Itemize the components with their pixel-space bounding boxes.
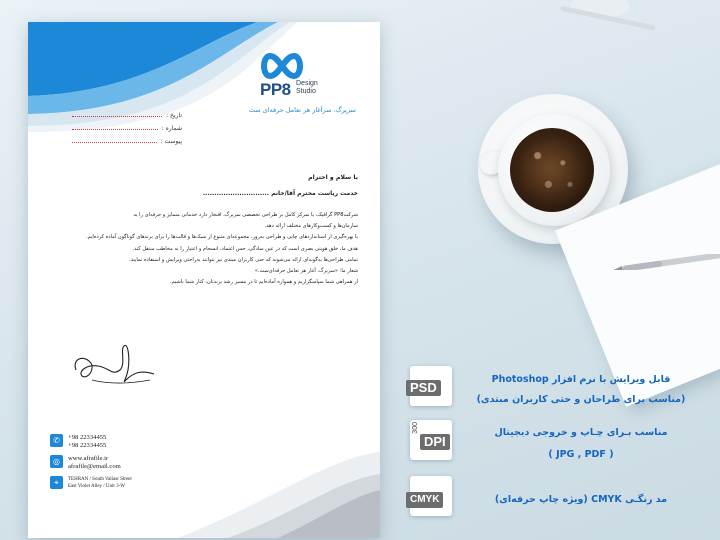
signature-image: [68, 340, 158, 390]
paragraph-4: هدف ما، خلق هویتی بصری است که در عین سادگی، حس اعتماد، انسجام و اعتبار را به مخاطب منتقل کند.: [132, 245, 358, 252]
address-line-1: TEHRAN / South Valiasr Street: [68, 477, 132, 482]
psd-badge: [406, 366, 456, 408]
letter-greeting: با سلام و احترام: [308, 174, 358, 181]
dpi-badge: [406, 420, 456, 462]
phone-2: +98 22334455: [68, 442, 107, 449]
brand-logo: [260, 52, 356, 99]
feature-photoshop-line-1: قابل ویرایش با نرم افزار Photoshop: [491, 374, 671, 385]
letterhead-sheet: [28, 22, 380, 538]
cmyk-badge-label: CMYK: [406, 492, 443, 508]
paragraph-7: از همراهی شما سپاسگزاریم و همواره آماده‌ایم تا در مسیر رشد برندتان، کنار شما باشیم.: [169, 279, 358, 286]
logo-sub-line-1: Design: [296, 80, 318, 87]
logo-subtitle: [296, 80, 336, 96]
website-text: www.afrafile.ir: [68, 455, 109, 462]
paragraph-6: شعار ما: «سربرگ، آغاز هر تعامل حرفه‌ای‌ست.»: [254, 268, 358, 275]
feature-photoshop: [456, 370, 706, 410]
feature-print-line-1: مناسب بـرای چـاپ و خروجی دیجیتال: [494, 427, 668, 438]
meta-attachment: [72, 132, 182, 145]
spoon-decoration: [540, 0, 660, 34]
email-text: afrafile@email.com: [68, 463, 121, 470]
cmyk-badge: [406, 476, 456, 518]
features-panel: [400, 358, 718, 538]
meta-attachment-label: پیوست :: [160, 138, 182, 145]
feature-print-line-2: ( JPG , PDF ): [548, 449, 614, 460]
logo-brand-text: PP8: [260, 80, 291, 99]
phone-1: +98 22334455: [68, 434, 107, 441]
letter-body: [50, 174, 358, 288]
slogan-text: سرپرگ، سرآغاز هر تعامل حرفه‌ای ست: [248, 106, 356, 114]
paragraph-3: با بهره‌گیری از استانداردهای چاپی و طراحی به‌روز، مجموعه‌ای متنوع از سبک‌ها و قالب‌ها را برای برندهای گوناگون آماده کرده‌ایم.: [86, 234, 358, 241]
paragraph-1: شرکتPP8 گرافیک، با تمرکز کامل بر طراحی تخصصی سربرگ، افتخار دارد خدماتی متمایز و حرفه‌ای را به: [133, 212, 358, 218]
letter-addressee: خدمت ریاست محترم آقا/خانم .............................: [202, 190, 358, 197]
psd-badge-label: PSD: [406, 380, 441, 396]
feature-cmyk-line-1: مد رنگـی CMYK (ویژه چاپ حرفه‌ای): [494, 494, 668, 505]
meta-date-label: تاریخ :: [166, 112, 182, 119]
feature-cmyk: [456, 494, 706, 505]
meta-number: [72, 119, 182, 132]
bottom-wave-decoration: [28, 428, 380, 538]
globe-icon: ◎: [50, 455, 63, 468]
pen-decoration: [612, 254, 720, 270]
address-line-2: East Violet Alley / Unit 3-W: [68, 484, 125, 489]
letter-meta-fields: [72, 106, 182, 145]
dpi-badge-number: 300: [412, 422, 419, 434]
logo-sub-line-2: Studio: [296, 88, 316, 95]
paragraph-2: سازمان‌ها و کسب‌وکارهای مختلف ارائه دهد.: [264, 223, 358, 230]
infinity-logo-icon: [260, 52, 304, 80]
feature-print: [456, 422, 706, 466]
feature-photoshop-line-2: (مناسب برای طراحان و حتی کاربران مبتدی): [476, 394, 686, 405]
meta-number-label: شماره :: [161, 125, 182, 132]
phone-icon: ✆: [50, 434, 63, 447]
paragraph-5: تمامی طراحی‌ها به‌گونه‌ای ارائه می‌شوند که حتی کاربران مبتدی نیز بتوانند به‌راحتی ویرایش و استفاده نمایند.: [129, 256, 358, 263]
dpi-badge-label: DPI: [420, 434, 450, 450]
location-pin-icon: ⌖: [50, 476, 63, 489]
coffee-foam: [516, 134, 588, 206]
meta-date: [72, 106, 182, 119]
